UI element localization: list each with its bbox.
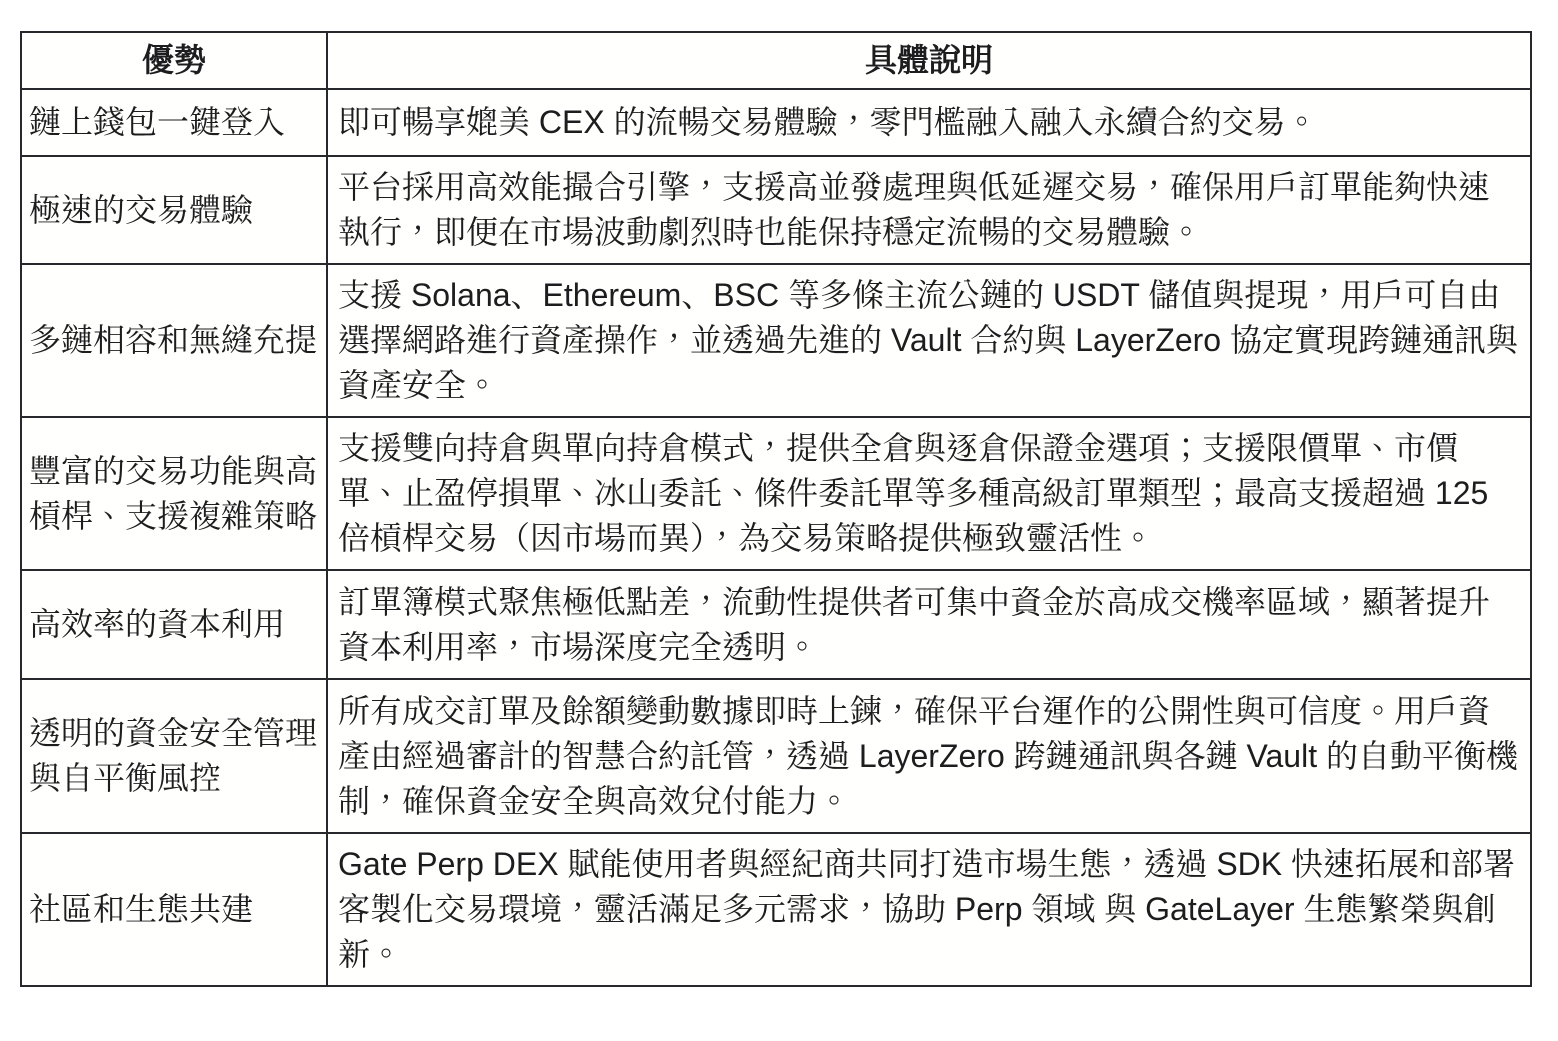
advantage-cell: 極速的交易體驗: [21, 156, 327, 264]
table-row: [21, 833, 1531, 986]
header-advantage-column: 優勢: [21, 32, 327, 89]
header-description-column: 具體說明: [327, 32, 1531, 89]
table-row: [21, 264, 1531, 417]
table-row: [21, 417, 1531, 570]
description-cell: 平台採用高效能撮合引擎，支援高並發處理與低延遲交易，確保用戶訂單能夠快速執行，即便在市場波動劇烈時也能保持穩定流暢的交易體驗。: [327, 156, 1531, 264]
advantage-cell: 豐富的交易功能與高槓桿、支援複雜策略: [21, 417, 327, 570]
table-row: [21, 89, 1531, 156]
description-cell: 所有成交訂單及餘額變動數據即時上鍊，確保平台運作的公開性與可信度。用戶資產由經過審計的智慧合約託管，透過 LayerZero 跨鏈通訊與各鏈 Vault 的自動平衡機制，確保資金安全與高效兌付能力。: [327, 679, 1531, 833]
table-row: [21, 679, 1531, 833]
advantage-cell: 高效率的資本利用: [21, 570, 327, 679]
table-row: [21, 570, 1531, 679]
description-cell: 即可暢享媲美 CEX 的流暢交易體驗，零門檻融入融入永續合約交易。: [327, 89, 1531, 156]
table-row: [21, 156, 1531, 264]
advantages-table: [20, 31, 1532, 987]
advantage-cell: 社區和生態共建: [21, 833, 327, 986]
header-row: [21, 32, 1531, 89]
description-cell: Gate Perp DEX 賦能使用者與經紀商共同打造市場生態，透過 SDK 快速拓展和部署客製化交易環境，靈活滿足多元需求，協助 Perp 領域 與 GateLayer 生態繁榮與創新。: [327, 833, 1531, 986]
advantage-cell: 鏈上錢包一鍵登入: [21, 89, 327, 156]
advantage-cell: 透明的資金安全管理與自平衡風控: [21, 679, 327, 833]
description-cell: 訂單簿模式聚焦極低點差，流動性提供者可集中資金於高成交機率區域，顯著提升資本利用率，市場深度完全透明。: [327, 570, 1531, 679]
advantage-cell: 多鏈相容和無縫充提: [21, 264, 327, 417]
description-cell: 支援 Solana、Ethereum、BSC 等多條主流公鏈的 USDT 儲值與提現，用戶可自由選擇網路進行資產操作，並透過先進的 Vault 合約與 LayerZero 協定實現跨鏈通訊與資產安全。: [327, 264, 1531, 417]
advantages-table-body: [21, 89, 1531, 986]
description-cell: 支援雙向持倉與單向持倉模式，提供全倉與逐倉保證金選項；支援限價單、市價單、止盈停損單、冰山委託、條件委託單等多種高級訂單類型；最高支援超過 125 倍槓桿交易（因市場而異），為交易策略提供極致靈活性。: [327, 417, 1531, 570]
